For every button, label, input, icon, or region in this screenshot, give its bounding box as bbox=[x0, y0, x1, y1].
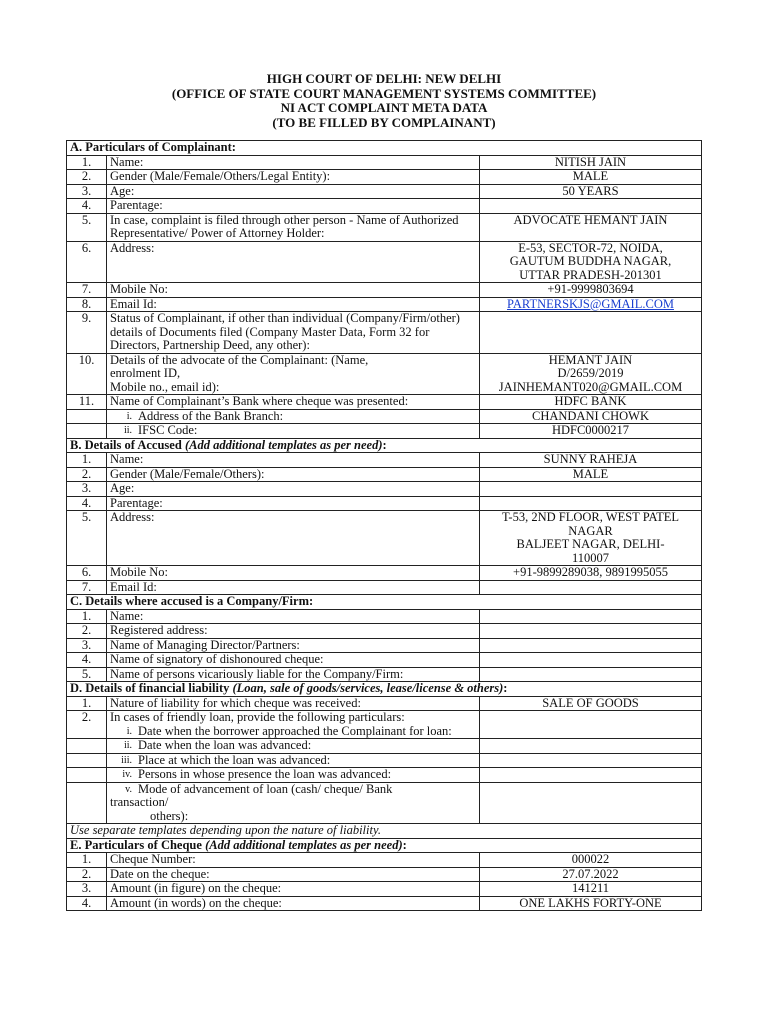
row-label: Name: bbox=[107, 609, 480, 624]
roman-numeral: i. bbox=[126, 725, 132, 737]
row-label: v. Mode of advancement of loan (cash/ cheque/ Bank transaction/ others): bbox=[107, 782, 480, 824]
row-number: 7. bbox=[67, 283, 107, 298]
accused-mobile-value[interactable]: +91-9899289038, 9891995055 bbox=[480, 566, 702, 581]
accused-address-value[interactable] bbox=[480, 511, 702, 566]
bank-branch-value[interactable]: CHANDANI CHOWK bbox=[480, 409, 702, 424]
vicarious-liability-value[interactable] bbox=[480, 667, 702, 682]
table-row bbox=[67, 638, 702, 653]
complainant-status-value[interactable] bbox=[480, 312, 702, 354]
cheque-date-value[interactable]: 27.07.2022 bbox=[480, 867, 702, 882]
row-number: 5. bbox=[67, 213, 107, 241]
section-e-title: E. Particulars of Cheque (Add additional templates as per need): bbox=[67, 838, 702, 853]
table-row bbox=[67, 609, 702, 624]
label-line: transaction/ bbox=[110, 795, 169, 809]
header-office: (OFFICE OF STATE COURT MANAGEMENT SYSTEMS COMMITTEE) bbox=[171, 85, 597, 101]
table-row bbox=[67, 297, 702, 312]
row-label bbox=[107, 711, 480, 739]
cheque-signatory-value[interactable] bbox=[480, 653, 702, 668]
table-row bbox=[67, 312, 702, 354]
address-line: UTTAR PRADESH-201301 bbox=[519, 267, 662, 282]
document-header bbox=[0, 72, 768, 130]
row-number: 1. bbox=[67, 853, 107, 868]
address-line: T-53, 2ND FLOOR, WEST PATEL bbox=[501, 510, 680, 524]
liability-note: Use separate templates depending upon the nature of liability. bbox=[67, 824, 702, 839]
row-label: Mobile No: bbox=[107, 566, 480, 581]
row-number: 8. bbox=[67, 297, 107, 312]
accused-gender-value[interactable]: MALE bbox=[480, 467, 702, 482]
section-a-title: A. Particulars of Complainant: bbox=[67, 141, 702, 156]
table-row bbox=[67, 155, 702, 170]
row-label: Mobile No: bbox=[107, 283, 480, 298]
table-row bbox=[67, 753, 702, 768]
table-row bbox=[67, 896, 702, 911]
table-row bbox=[67, 170, 702, 185]
table-row bbox=[67, 409, 702, 424]
cheque-amount-words-value[interactable]: ONE LAKHS FORTY-ONE bbox=[480, 896, 702, 911]
row-label: Parentage: bbox=[107, 496, 480, 511]
row-number: 1. bbox=[67, 696, 107, 711]
header-court: HIGH COURT OF DELHI: NEW DELHI bbox=[266, 71, 502, 86]
table-row bbox=[67, 353, 702, 395]
row-label: ii. Date when the loan was advanced: bbox=[107, 739, 480, 754]
table-row bbox=[67, 667, 702, 682]
row-label: Gender (Male/Female/Others): bbox=[107, 467, 480, 482]
row-number: 3. bbox=[67, 882, 107, 897]
loan-advance-date-value[interactable] bbox=[480, 739, 702, 754]
roman-numeral: iii. bbox=[121, 754, 132, 766]
label-line: others): bbox=[150, 808, 189, 823]
address-line: GAUTUM BUDDHA NAGAR, bbox=[509, 254, 672, 268]
label-line: In cases of friendly loan, provide the following particulars: bbox=[110, 710, 405, 724]
row-number: 2. bbox=[67, 170, 107, 185]
roman-numeral: ii. bbox=[123, 740, 132, 751]
roman-numeral: iv. bbox=[122, 769, 132, 780]
roman-numeral: i. bbox=[126, 410, 132, 422]
table-row bbox=[67, 853, 702, 868]
ifsc-value[interactable]: HDFC0000217 bbox=[480, 424, 702, 439]
label-line: Mobile no., email id): bbox=[110, 379, 220, 394]
complainant-name-value[interactable]: NITISH JAIN bbox=[480, 155, 702, 170]
row-label: Age: bbox=[107, 482, 480, 497]
table-row bbox=[67, 424, 702, 439]
table-row bbox=[67, 241, 702, 283]
row-number: 1. bbox=[67, 609, 107, 624]
table-row bbox=[67, 867, 702, 882]
row-label: Status of Complainant, if other than individual (Company/Firm/other) details of Documents filed (Company Master Data, Form 32 for Directors, Partnership Deed, any other): bbox=[107, 312, 480, 354]
table-row bbox=[67, 768, 702, 783]
table-row bbox=[67, 711, 702, 739]
row-label: Age: bbox=[107, 184, 480, 199]
row-number: 4. bbox=[67, 496, 107, 511]
cheque-number-value[interactable]: 000022 bbox=[480, 853, 702, 868]
advocate-details-value[interactable] bbox=[480, 353, 702, 395]
row-number: 10. bbox=[67, 353, 107, 395]
complainant-age-value[interactable]: 50 YEARS bbox=[480, 184, 702, 199]
label-line: enrolment ID, bbox=[110, 366, 181, 380]
row-number: 3. bbox=[67, 184, 107, 199]
roman-numeral: v. bbox=[125, 783, 132, 795]
row-label: Registered address: bbox=[107, 624, 480, 639]
row-number: 2. bbox=[67, 711, 107, 739]
section-c-title: C. Details where accused is a Company/Firm: bbox=[67, 595, 702, 610]
row-number: 2. bbox=[67, 467, 107, 482]
section-d-title: D. Details of financial liability (Loan, sale of goods/services, lease/license & others): bbox=[67, 682, 702, 697]
label-line: Details of the advocate of the Complainant: (Name, bbox=[110, 353, 369, 367]
row-number: 11. bbox=[67, 395, 107, 410]
row-label: Parentage: bbox=[107, 199, 480, 214]
company-name-value[interactable] bbox=[480, 609, 702, 624]
row-label: Amount (in figure) on the cheque: bbox=[107, 882, 480, 897]
sub-label: Date when the borrower approached the Complainant for loan: bbox=[138, 723, 452, 738]
accused-parentage-value[interactable] bbox=[480, 496, 702, 511]
table-row bbox=[67, 696, 702, 711]
representative-value[interactable]: ADVOCATE HEMANT JAIN bbox=[480, 213, 702, 241]
accused-name-value[interactable]: SUNNY RAHEJA bbox=[480, 453, 702, 468]
row-number: 5. bbox=[67, 667, 107, 682]
section-b-title: B. Details of Accused (Add additional templates as per need): bbox=[67, 438, 702, 453]
liability-nature-value[interactable]: SALE OF GOODS bbox=[480, 696, 702, 711]
address-line: NAGAR bbox=[568, 523, 613, 538]
row-label: Address: bbox=[107, 241, 480, 283]
complaint-meta-table bbox=[66, 140, 702, 911]
row-number: 4. bbox=[67, 199, 107, 214]
row-label: Date on the cheque: bbox=[107, 867, 480, 882]
row-number: 3. bbox=[67, 638, 107, 653]
row-number: 4. bbox=[67, 896, 107, 911]
row-label: Nature of liability for which cheque was received: bbox=[107, 696, 480, 711]
loan-place-value[interactable] bbox=[480, 753, 702, 768]
row-label: ii. IFSC Code: bbox=[107, 424, 480, 439]
table-row bbox=[67, 395, 702, 410]
row-label: Cheque Number: bbox=[107, 853, 480, 868]
row-label: iii. Place at which the loan was advanced: bbox=[107, 753, 480, 768]
table-row bbox=[67, 482, 702, 497]
loan-approach-date-value[interactable] bbox=[480, 711, 702, 739]
advocate-name: HEMANT JAIN bbox=[548, 353, 633, 367]
table-row bbox=[67, 653, 702, 668]
table-row bbox=[67, 624, 702, 639]
row-number: 3. bbox=[67, 482, 107, 497]
row-label: Amount (in words) on the cheque: bbox=[107, 896, 480, 911]
table-row bbox=[67, 882, 702, 897]
address-line: E-53, SECTOR-72, NOIDA, bbox=[518, 241, 663, 255]
cheque-amount-figure-value[interactable]: 141211 bbox=[480, 882, 702, 897]
table-row bbox=[67, 739, 702, 754]
row-number: 1. bbox=[67, 453, 107, 468]
row-label: Name: bbox=[107, 155, 480, 170]
bank-name-value[interactable]: HDFC BANK bbox=[480, 395, 702, 410]
address-line: BALJEET NAGAR, DELHI- bbox=[516, 537, 665, 551]
row-number: 1. bbox=[67, 155, 107, 170]
row-label: Name of Complainant’s Bank where cheque was presented: bbox=[107, 395, 480, 410]
header-instruction: (TO BE FILLED BY COMPLAINANT) bbox=[272, 114, 496, 130]
table-row bbox=[67, 453, 702, 468]
accused-age-value[interactable] bbox=[480, 482, 702, 497]
table-row bbox=[67, 213, 702, 241]
row-number: 2. bbox=[67, 867, 107, 882]
table-row bbox=[67, 566, 702, 581]
row-label: Name: bbox=[107, 453, 480, 468]
row-label: Name of signatory of dishonoured cheque: bbox=[107, 653, 480, 668]
accused-email-value[interactable] bbox=[480, 580, 702, 595]
header-form-title: NI ACT COMPLAINT META DATA bbox=[280, 100, 488, 115]
complainant-gender-value[interactable]: MALE bbox=[480, 170, 702, 185]
row-label: Name of persons vicariously liable for the Company/Firm: bbox=[107, 667, 480, 682]
table-row bbox=[67, 782, 702, 824]
row-label bbox=[107, 353, 480, 395]
loan-mode-value[interactable] bbox=[480, 782, 702, 824]
row-label: Email Id: bbox=[107, 580, 480, 595]
table-row bbox=[67, 496, 702, 511]
roman-numeral: ii. bbox=[123, 425, 132, 436]
table-row bbox=[67, 511, 702, 566]
table-row bbox=[67, 467, 702, 482]
complainant-mobile-value[interactable]: +91-9999803694 bbox=[480, 283, 702, 298]
row-number: 6. bbox=[67, 241, 107, 283]
address-line: 110007 bbox=[571, 550, 610, 565]
row-number: 7. bbox=[67, 580, 107, 595]
table-row bbox=[67, 580, 702, 595]
table-row bbox=[67, 199, 702, 214]
table-row bbox=[67, 283, 702, 298]
row-label: iv. Persons in whose presence the loan was advanced: bbox=[107, 768, 480, 783]
row-label: Gender (Male/Female/Others/Legal Entity): bbox=[107, 170, 480, 185]
complainant-parentage-value[interactable] bbox=[480, 199, 702, 214]
row-label: Address: bbox=[107, 511, 480, 566]
complainant-email-link[interactable]: PARTNERSKJS@GMAIL.COM bbox=[507, 297, 674, 311]
row-number: 4. bbox=[67, 653, 107, 668]
row-label: i. Address of the Bank Branch: bbox=[107, 409, 480, 424]
row-number: 9. bbox=[67, 312, 107, 354]
table-row bbox=[67, 184, 702, 199]
company-directors-value[interactable] bbox=[480, 638, 702, 653]
row-label: In case, complaint is filed through other person - Name of Authorized Representative/ Power of Attorney Holder: bbox=[107, 213, 480, 241]
complainant-address-value[interactable] bbox=[480, 241, 702, 283]
loan-witness-value[interactable] bbox=[480, 768, 702, 783]
row-number: 5. bbox=[67, 511, 107, 566]
row-label: Email Id: bbox=[107, 297, 480, 312]
company-address-value[interactable] bbox=[480, 624, 702, 639]
advocate-email: JAINHEMANT020@GMAIL.COM bbox=[498, 379, 683, 394]
row-number: 2. bbox=[67, 624, 107, 639]
row-label: Name of Managing Director/Partners: bbox=[107, 638, 480, 653]
advocate-enrolment: D/2659/2019 bbox=[557, 366, 624, 380]
row-number: 6. bbox=[67, 566, 107, 581]
